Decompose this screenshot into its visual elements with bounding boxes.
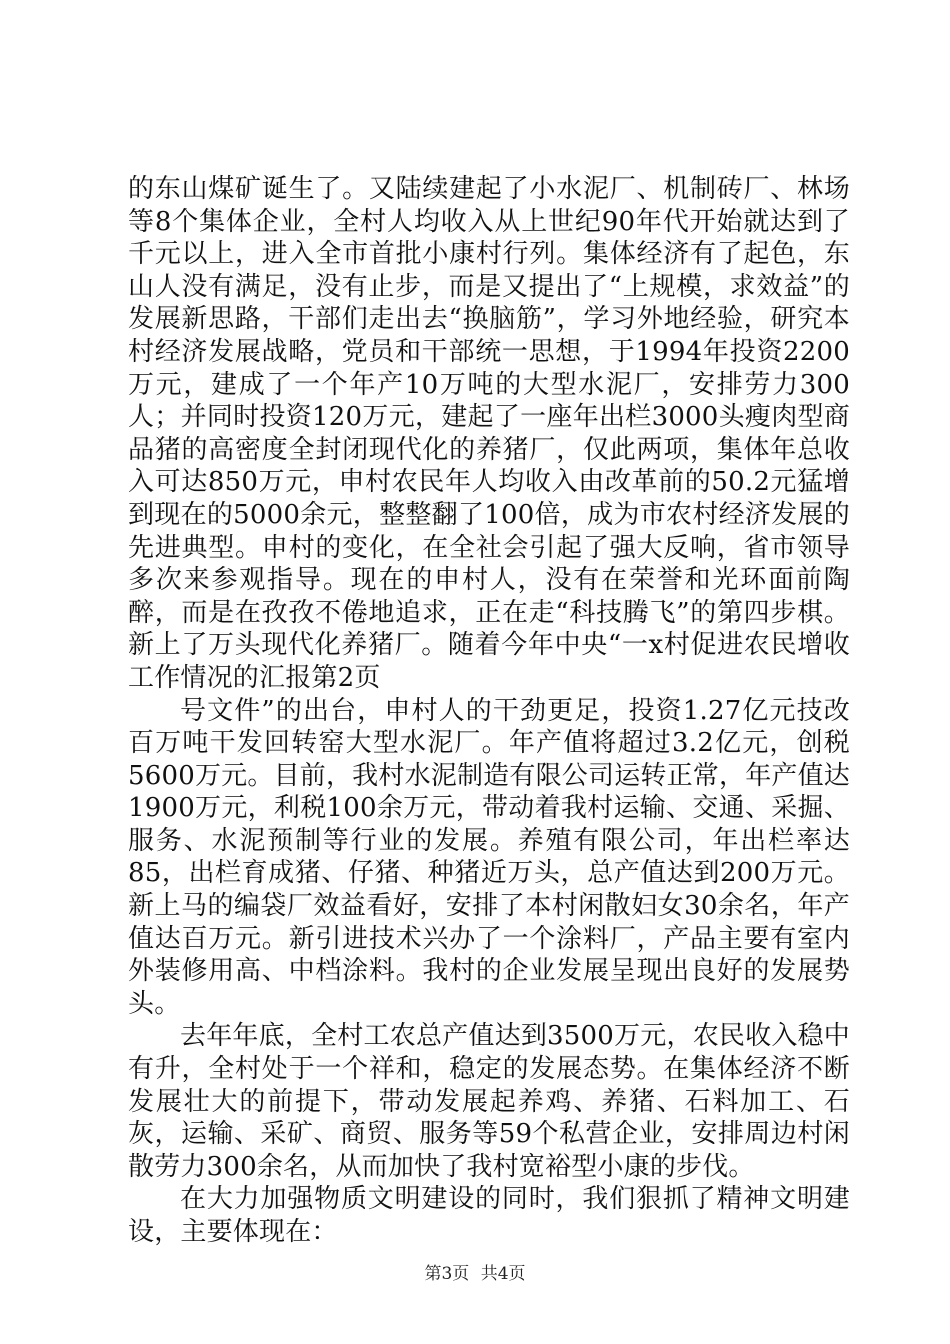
document-body [128, 173, 850, 1249]
paragraph-1: 的东山煤矿诞生了。又陆续建起了小水泥厂、机制砖厂、林场等8个集体企业，全村人均收入从上世纪90年代开始就达到了千元以上，进入全市首批小康村行列。集体经济有了起色，东山人没有满足，没有止步，而是又提出了“上规模，求效益”的发展新思路，干部们走出去“换脑筋”，学习外地经验，研究本村经济发展战略，党员和干部统一思想，于1994年投资2200万元，建成了一个年产10万吨的大型水泥厂，安排劳力300人；并同时投资120万元，建起了一座年出栏3000头瘦肉型商品猪的高密度全封闭现代化的养猪厂，仅此两项，集体年总收入可达850万元，申村农民年人均收入由改革前的50.2元猛增到现在的5000余元，整整翻了100倍，成为市农村经济发展的先进典型。申村的变化，在全社会引起了强大反响，省市领导多次来参观指导。现在的申村人，没有在荣誉和光环面前陶醉，而是在孜孜不倦地追求，正在走“科技腾飞”的第四步棋。新上了万头现代化养猪厂。随着今年中央“一x村促进农民增收工作情况的汇报第2页 [128, 174, 850, 693]
page-footer [0, 1259, 950, 1284]
paragraph-4: 在大力加强物质文明建设的同时，我们狠抓了精神文明建设，主要体现在： [128, 1184, 850, 1247]
page-number: 第3页 [424, 1264, 470, 1284]
page-total: 共4页 [480, 1264, 526, 1284]
paragraph-2: 号文件”的出台，申村人的干劲更足，投资1.27亿元技改百万吨干发回转窑大型水泥厂。年产值将超过3.2亿元，创税5600万元。目前，我村水泥制造有限公司运转正常，年产值达1900万元，利税100余万元，带动着我村运输、交通、采掘、服务、水泥预制等行业的发展。养殖有限公司，年出栏率达85，出栏育成猪、仔猪、种猪近万头，总产值达到200万元。新上马的编袋厂效益看好，安排了本村闲散妇女30余名，年产值达百万元。新引进技术兴办了一个涂料厂，产品主要有室内外装修用高、中档涂料。我村的企业发展呈现出良好的发展势头。 [128, 695, 850, 1019]
paragraph-3: 去年年底，全村工农总产值达到3500万元，农民收入稳中有升，全村处于一个祥和，稳定的发展态势。在集体经济不断发展壮大的前提下，带动发展起养鸡、养猪、石料加工、石灰，运输、采矿、商贸、服务等59个私营企业，安排周边村闲散劳力300余名，从而加快了我村宽裕型小康的步伐。 [128, 1021, 850, 1182]
